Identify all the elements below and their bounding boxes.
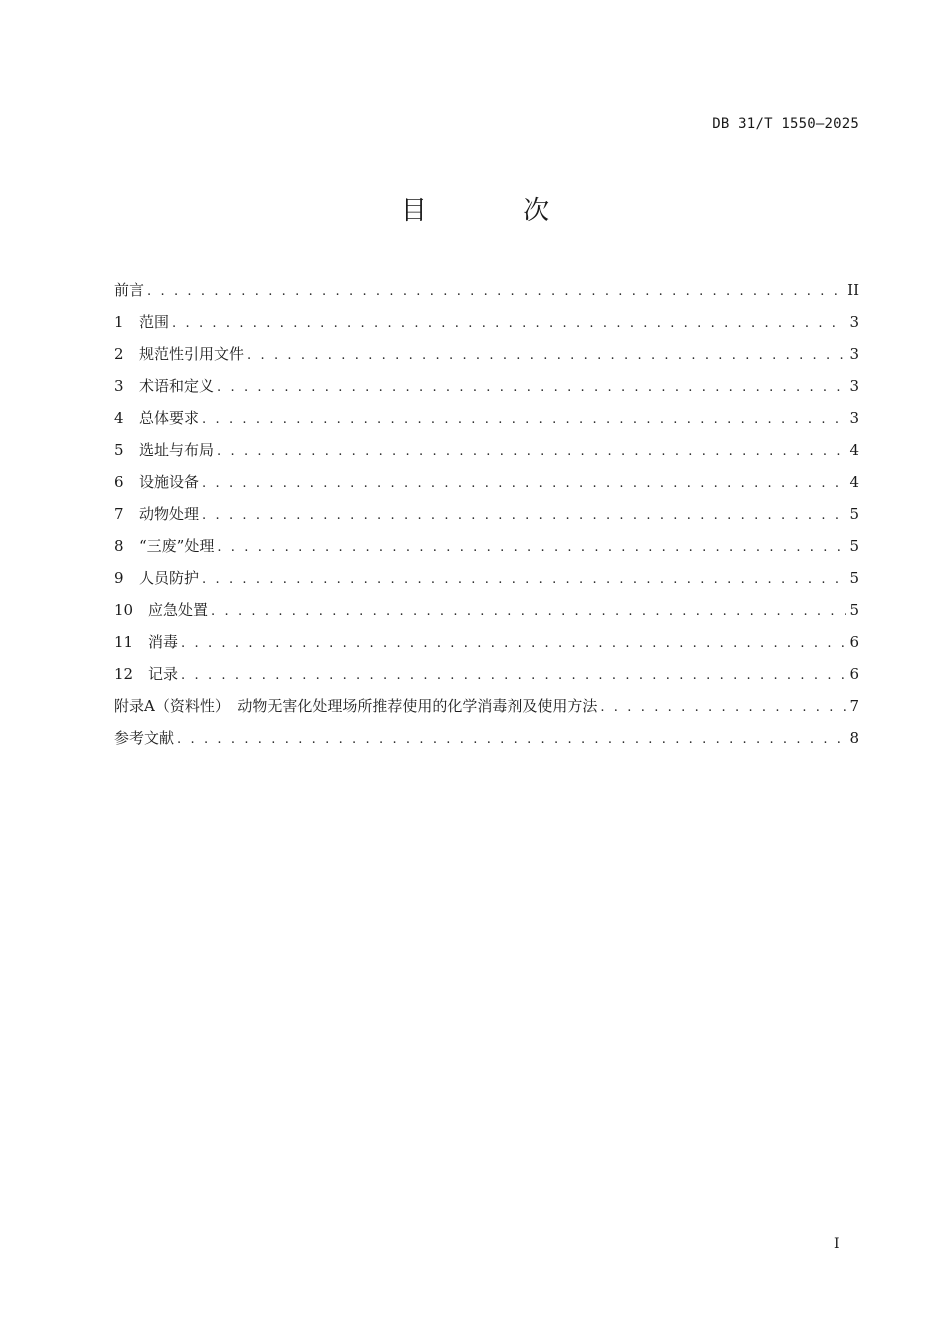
toc-entry-page: 5	[849, 537, 859, 555]
toc-leader-dots	[177, 728, 846, 752]
toc-entry-label: 规范性引用文件	[139, 345, 245, 363]
toc-leader-dots	[172, 312, 846, 336]
toc-entry-label: 设施设备	[139, 473, 200, 491]
toc-entry-label: 附录A（资料性） 动物无害化处理场所推荐使用的化学消毒剂及使用方法	[114, 697, 598, 715]
document-code: DB 31/T 1550—2025	[712, 116, 859, 132]
toc-leader-dots	[202, 504, 846, 528]
toc-leader-dots	[202, 472, 846, 496]
toc-entry-page: 7	[849, 697, 859, 715]
toc-entry-page: II	[847, 281, 859, 299]
toc-entry-label: 选址与布局	[139, 441, 215, 459]
table-of-contents	[114, 278, 859, 758]
toc-entry-page: 5	[849, 569, 859, 587]
toc-entry-number: 10	[114, 601, 134, 619]
toc-entry[interactable]	[114, 566, 859, 598]
toc-entry-label: 术语和定义	[139, 377, 215, 395]
toc-entry-page: 4	[849, 473, 859, 491]
toc-entry[interactable]	[114, 630, 859, 662]
toc-entry-page: 3	[849, 313, 859, 331]
toc-entry-label: “三废”处理	[139, 537, 215, 555]
toc-entry[interactable]	[114, 470, 859, 502]
toc-entry-label: 范围	[139, 313, 170, 331]
toc-entry-number: 8	[114, 537, 124, 555]
toc-entry-page: 5	[849, 601, 859, 619]
toc-entry-label: 应急处置	[148, 601, 209, 619]
toc-leader-dots	[181, 664, 846, 688]
toc-entry[interactable]	[114, 662, 859, 694]
toc-leader-dots	[202, 408, 846, 432]
toc-entry-page: 6	[849, 665, 859, 683]
toc-entry-number: 2	[114, 345, 124, 363]
toc-entry[interactable]	[114, 406, 859, 438]
toc-entry-page: 3	[849, 377, 859, 395]
toc-entry-label: 前言	[114, 281, 145, 299]
toc-entry[interactable]	[114, 726, 859, 758]
toc-entry-number: 3	[114, 377, 124, 395]
toc-entry-number: 5	[114, 441, 124, 459]
toc-entry[interactable]	[114, 694, 859, 726]
toc-leader-dots	[181, 632, 846, 656]
page-number: I	[834, 1236, 840, 1252]
toc-entry-label: 参考文献	[114, 729, 175, 747]
toc-entry-number: 4	[114, 409, 124, 427]
toc-leader-dots	[247, 344, 846, 368]
toc-entry-page: 3	[849, 345, 859, 363]
toc-entry-number: 1	[114, 313, 124, 331]
toc-entry-label: 人员防护	[139, 569, 200, 587]
toc-entry-number: 7	[114, 505, 124, 523]
toc-entry-label: 记录	[148, 665, 179, 683]
toc-entry-label: 动物处理	[139, 505, 200, 523]
toc-entry-number: 12	[114, 665, 134, 683]
toc-entry[interactable]	[114, 534, 859, 566]
toc-entry-page: 5	[849, 505, 859, 523]
toc-entry[interactable]	[114, 278, 859, 310]
toc-leader-dots	[147, 280, 844, 304]
toc-entry-page: 6	[849, 633, 859, 651]
toc-leader-dots	[211, 600, 846, 624]
page-title: 目 次	[400, 196, 594, 226]
toc-entry[interactable]	[114, 438, 859, 470]
toc-entry[interactable]	[114, 598, 859, 630]
toc-entry[interactable]	[114, 342, 859, 374]
toc-entry-number: 11	[114, 633, 134, 651]
toc-leader-dots	[600, 696, 846, 720]
toc-leader-dots	[217, 536, 846, 560]
toc-entry[interactable]	[114, 310, 859, 342]
toc-entry[interactable]	[114, 374, 859, 406]
toc-leader-dots	[217, 376, 846, 400]
toc-entry-number: 9	[114, 569, 124, 587]
toc-entry-label: 总体要求	[139, 409, 200, 427]
toc-entry[interactable]	[114, 502, 859, 534]
toc-entry-page: 8	[849, 729, 859, 747]
toc-entry-page: 4	[849, 441, 859, 459]
toc-entry-label: 消毒	[148, 633, 179, 651]
toc-leader-dots	[217, 440, 846, 464]
toc-entry-number: 6	[114, 473, 124, 491]
toc-entry-page: 3	[849, 409, 859, 427]
toc-leader-dots	[202, 568, 846, 592]
